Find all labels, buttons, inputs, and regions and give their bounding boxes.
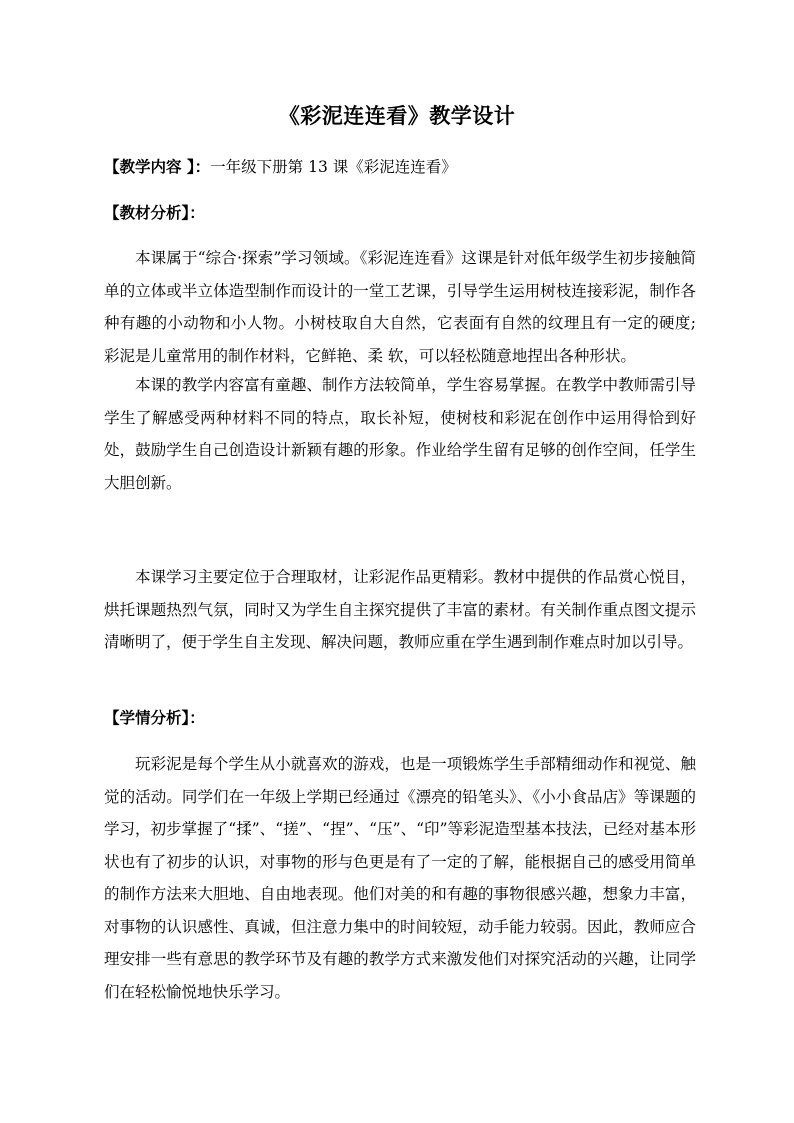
student-analysis-paragraph: 玩彩泥是每个学生从小就喜欢的游戏，也是一项锻炼学生手部精细动作和视觉、触觉的活动。同学们在一年级上学期已经通过《漂亮的铅笔头》、《小小食品店》等课题的学习，初步掌握了“揉”、“搓”、“捏”、“压”、“印”等彩泥造型基本技法，已经对基本形状也有了初步的认识，对事物的形与色更是有了一定的了解，能根据自己的感受用简单的制作方法来大胆地、自由地表现。他们对美的和有趣的事物很感兴趣，想象力丰富，对事物的认识感性、真诚，但注意力集中的时间较短，动手能力较弱。因此，教师应合理安排一些有意思的教学环节及有趣的教学方式来激发他们对探究活动的兴趣，让同学们在轻松愉悦地快乐学习。 [104,755,696,1001]
teaching-content-value: 一年级下册第 13 课《彩泥连连看》 [210,158,457,176]
teaching-content-label: 【教学内容 】： [104,157,211,176]
document-title: 《彩泥连连看》教学设计 [278,103,516,128]
analysis-paragraph-2: 本课的教学内容富有童趣、制作方法较简单，学生容易掌握。在教学中教师需引导学生了解感受两种材料不同的特点，取长补短，使树枝和彩泥在创作中运用得恰到好处，鼓励学生自己创造设计新颖有趣的形象。作业给学生留有足够的创作空间，任学生大胆创新。 [104,376,696,492]
analysis-paragraph-3: 本课学习主要定位于合理取材，让彩泥作品更精彩。教材中提供的作品赏心悦目，烘托课题热烈气氛，同时又为学生自主探究提供了丰富的素材。有关制作重点图文提示清晰明了，便于学生自主发现、解决问题，教师应重在学生遇到制作难点时加以引导。 [104,568,696,651]
teaching-content-line [104,151,696,183]
textbook-analysis-heading: 【教材分析】： [104,203,205,222]
student-analysis-heading: 【学情分析】： [104,708,205,727]
analysis-paragraph-1: 本课属于“综合·探索”学习领域。《彩泥连连看》这课是针对低年级学生初步接触简单的立体或半立体造型制作而设计的一堂工艺课，引导学生运用树枝连接彩泥，制作各种有趣的小动物和小人物。小树枝取自大自然，它表面有自然的纹理且有一定的硬度; 彩泥是儿童常用的制作材料，它鲜艳、柔 软，可以轻松随意地捏出各种形状。 [104,249,696,365]
